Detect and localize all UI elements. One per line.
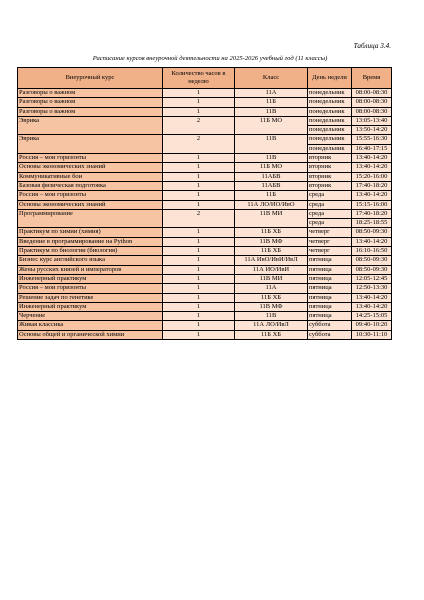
- class-cell: 11Б ХБ: [235, 247, 308, 256]
- hours-cell: 1: [163, 256, 235, 265]
- course-cell: Практикум по химии (химия): [18, 228, 163, 237]
- time-cell: 18:25-18:55: [352, 219, 392, 228]
- hours-cell: 1: [163, 154, 235, 163]
- hours-cell: 1: [163, 312, 235, 321]
- day-cell: среда: [308, 219, 352, 228]
- hours-cell: 1: [163, 181, 235, 190]
- day-cell: вторник: [308, 154, 352, 163]
- time-cell: 15:55-16:30: [352, 135, 392, 144]
- course-cell: Эврика: [18, 116, 163, 135]
- time-cell: 08:50-09:30: [352, 228, 392, 237]
- class-cell: 11В: [235, 154, 308, 163]
- course-cell: Жены русских князей и императоров: [18, 265, 163, 274]
- day-cell: понедельник: [308, 126, 352, 135]
- table-row: [18, 237, 392, 246]
- day-cell: понедельник: [308, 89, 352, 98]
- class-cell: 11В МИ: [235, 274, 308, 283]
- day-cell: пятница: [308, 312, 352, 321]
- class-cell: 11Б МО: [235, 163, 308, 172]
- class-cell: 11Б ХБ: [235, 330, 308, 339]
- table-row: [18, 89, 392, 98]
- day-cell: понедельник: [308, 144, 352, 153]
- table-row: [18, 181, 392, 190]
- day-cell: пятница: [308, 293, 352, 302]
- hours-cell: 1: [163, 191, 235, 200]
- table-row: [18, 274, 392, 283]
- hours-cell: 1: [163, 172, 235, 181]
- hours-cell: 1: [163, 98, 235, 107]
- time-cell: 13:40-14:20: [352, 293, 392, 302]
- class-cell: 11В: [235, 312, 308, 321]
- course-cell: Разговоры о важном: [18, 98, 163, 107]
- header-time: Время: [352, 68, 392, 89]
- course-cell: Черчение: [18, 312, 163, 321]
- table-row: [18, 116, 392, 125]
- course-cell: Живая классика: [18, 321, 163, 330]
- time-cell: 13:40-14:20: [352, 237, 392, 246]
- time-cell: 08:00-08:30: [352, 89, 392, 98]
- class-cell: 11Б: [235, 191, 308, 200]
- table-row: [18, 265, 392, 274]
- time-cell: 08:00-08:30: [352, 107, 392, 116]
- hours-cell: 2: [163, 116, 235, 135]
- table-row: [18, 228, 392, 237]
- time-cell: 08:50-09:30: [352, 256, 392, 265]
- day-cell: понедельник: [308, 98, 352, 107]
- day-cell: четверг: [308, 247, 352, 256]
- time-cell: 17:40-18:20: [352, 209, 392, 218]
- day-cell: суббота: [308, 330, 352, 339]
- hours-cell: 2: [163, 209, 235, 228]
- hours-cell: 2: [163, 135, 235, 154]
- class-cell: 11А: [235, 89, 308, 98]
- table-row: [18, 321, 392, 330]
- class-cell: 11В МИ: [235, 209, 308, 228]
- day-cell: среда: [308, 191, 352, 200]
- table-row: [18, 256, 392, 265]
- hours-cell: 1: [163, 237, 235, 246]
- table-body: [18, 89, 392, 340]
- class-cell: 11В МФ: [235, 237, 308, 246]
- table-row: [18, 209, 392, 218]
- course-cell: Коммуникативные бои: [18, 172, 163, 181]
- table-row: [18, 302, 392, 311]
- time-cell: 13:05-13:40: [352, 116, 392, 125]
- header-row: [18, 68, 392, 89]
- table-row: [18, 163, 392, 172]
- table-row: [18, 312, 392, 321]
- hours-cell: 1: [163, 293, 235, 302]
- header-hours: Количество часов в неделю: [163, 68, 235, 89]
- course-cell: Россия – мои горизонты: [18, 284, 163, 293]
- hours-cell: 1: [163, 330, 235, 339]
- class-cell: 11А ИО/ИвИ: [235, 265, 308, 274]
- class-cell: 11АБВ: [235, 172, 308, 181]
- table-row: [18, 293, 392, 302]
- course-cell: Эврика: [18, 135, 163, 154]
- course-cell: Основы экономических знаний: [18, 163, 163, 172]
- course-cell: Инженерный практикум: [18, 302, 163, 311]
- day-cell: пятница: [308, 284, 352, 293]
- course-cell: Россия – мои горизонты: [18, 191, 163, 200]
- time-cell: 08:50-09:30: [352, 265, 392, 274]
- table-row: [18, 284, 392, 293]
- course-cell: Практикум по биологии (биология): [18, 247, 163, 256]
- time-cell: 13:40-14:20: [352, 163, 392, 172]
- course-cell: Бизнес курс английского языка: [18, 256, 163, 265]
- day-cell: вторник: [308, 172, 352, 181]
- class-cell: 11Б ХБ: [235, 228, 308, 237]
- table-number: Таблица 3.4.: [353, 42, 391, 50]
- day-cell: суббота: [308, 321, 352, 330]
- course-cell: Разговоры о важном: [18, 107, 163, 116]
- course-cell: Разговоры о важном: [18, 89, 163, 98]
- class-cell: 11В: [235, 107, 308, 116]
- hours-cell: 1: [163, 274, 235, 283]
- table-row: [18, 107, 392, 116]
- course-cell: Программирование: [18, 209, 163, 228]
- table-row: [18, 135, 392, 144]
- class-cell: 11Б МО: [235, 116, 308, 135]
- time-cell: 12:05-12:45: [352, 274, 392, 283]
- course-cell: Россия – мои горизонты: [18, 154, 163, 163]
- class-cell: 11А ИвО/ИвИ/ИвЛ: [235, 256, 308, 265]
- course-cell: Основы общей и органической химии: [18, 330, 163, 339]
- hours-cell: 1: [163, 228, 235, 237]
- time-cell: 16:40-17:15: [352, 144, 392, 153]
- time-cell: 12:50-13:30: [352, 284, 392, 293]
- day-cell: понедельник: [308, 135, 352, 144]
- day-cell: пятница: [308, 256, 352, 265]
- hours-cell: 1: [163, 321, 235, 330]
- table-row: [18, 191, 392, 200]
- course-cell: Решение задач по генетике: [18, 293, 163, 302]
- header-course: Внеурочный курс: [18, 68, 163, 89]
- hours-cell: 1: [163, 265, 235, 274]
- hours-cell: 1: [163, 284, 235, 293]
- class-cell: 11Б ХБ: [235, 293, 308, 302]
- class-cell: 11Б: [235, 98, 308, 107]
- hours-cell: 1: [163, 247, 235, 256]
- time-cell: 13:40-14:20: [352, 154, 392, 163]
- table-row: [18, 98, 392, 107]
- schedule-table: [17, 67, 392, 340]
- day-cell: четверг: [308, 228, 352, 237]
- time-cell: 13:40-14:20: [352, 191, 392, 200]
- time-cell: 13:40-14:20: [352, 302, 392, 311]
- table-row: [18, 172, 392, 181]
- time-cell: 15:20-16:00: [352, 172, 392, 181]
- class-cell: 11А ЛО/ИвЛ: [235, 321, 308, 330]
- time-cell: 08:00-08:30: [352, 98, 392, 107]
- time-cell: 16:10-16:50: [352, 247, 392, 256]
- day-cell: понедельник: [308, 107, 352, 116]
- day-cell: четверг: [308, 237, 352, 246]
- day-cell: пятница: [308, 274, 352, 283]
- hours-cell: 1: [163, 107, 235, 116]
- day-cell: среда: [308, 209, 352, 218]
- class-cell: 11В МФ: [235, 302, 308, 311]
- header-class: Класс: [235, 68, 308, 89]
- table-row: [18, 247, 392, 256]
- time-cell: 13:50-14:20: [352, 126, 392, 135]
- class-cell: 11А ЛО/ИО/ИвО: [235, 200, 308, 209]
- time-cell: 09:40-10:20: [352, 321, 392, 330]
- table-caption: Расписание курсов внеурочной деятельности на 2025-2026 учебный год (11 классы): [92, 55, 328, 62]
- day-cell: вторник: [308, 163, 352, 172]
- hours-cell: 1: [163, 89, 235, 98]
- class-cell: 11В: [235, 135, 308, 154]
- table-row: [18, 154, 392, 163]
- day-cell: понедельник: [308, 116, 352, 125]
- header-day: День недели: [308, 68, 352, 89]
- day-cell: среда: [308, 200, 352, 209]
- day-cell: пятница: [308, 302, 352, 311]
- hours-cell: 1: [163, 163, 235, 172]
- class-cell: 11А: [235, 284, 308, 293]
- class-cell: 11АБВ: [235, 181, 308, 190]
- day-cell: вторник: [308, 181, 352, 190]
- course-cell: Инженерный практикум: [18, 274, 163, 283]
- course-cell: Основы экономических знаний: [18, 200, 163, 209]
- time-cell: 15:15-16:00: [352, 200, 392, 209]
- course-cell: Введение в программирование на Python: [18, 237, 163, 246]
- table-row: [18, 200, 392, 209]
- hours-cell: 1: [163, 302, 235, 311]
- day-cell: пятница: [308, 265, 352, 274]
- hours-cell: 1: [163, 200, 235, 209]
- time-cell: 10:30-11:10: [352, 330, 392, 339]
- time-cell: 17:40-18:20: [352, 181, 392, 190]
- time-cell: 14:25-15:05: [352, 312, 392, 321]
- course-cell: Базовая физическая подготовка: [18, 181, 163, 190]
- table-row: [18, 330, 392, 339]
